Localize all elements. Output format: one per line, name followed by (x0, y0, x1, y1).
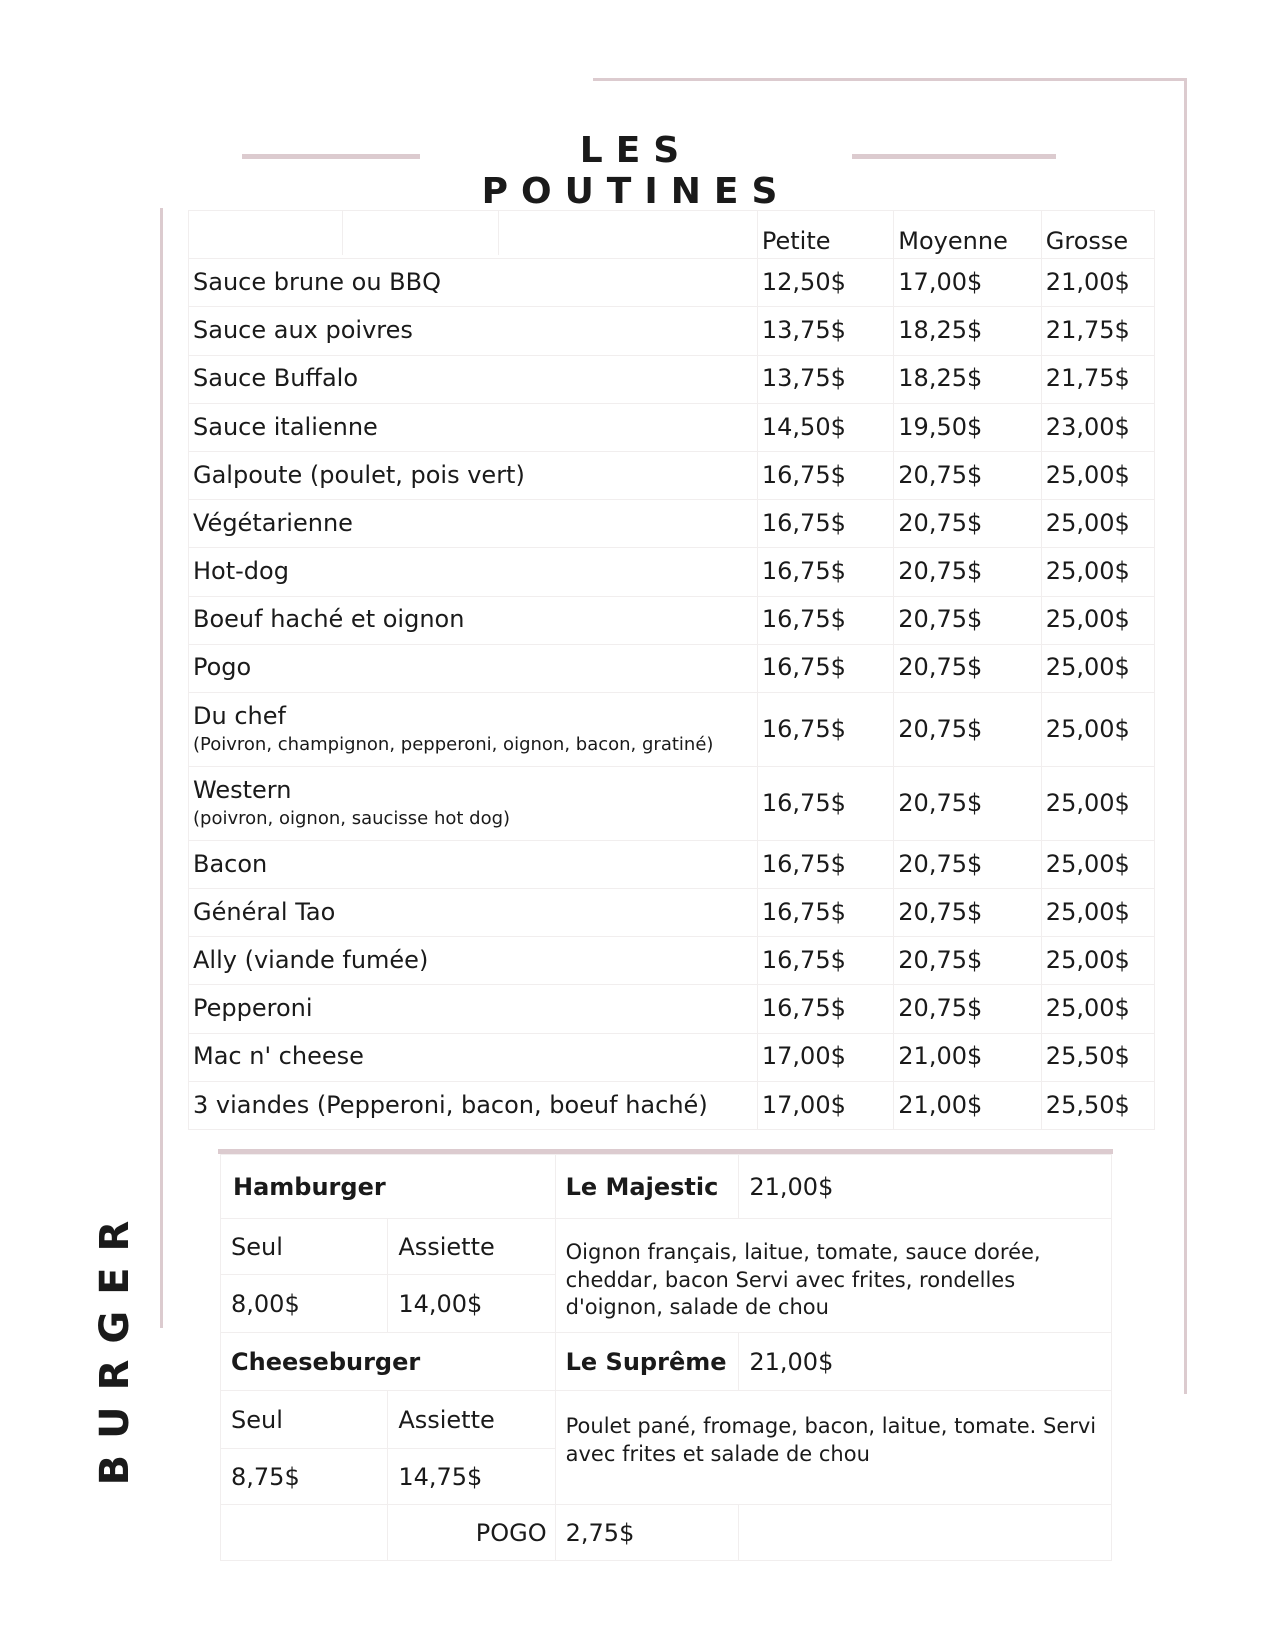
cheeseburger-heading-row (221, 1333, 1112, 1391)
item-name-cell (189, 403, 758, 451)
item-name-cell (189, 889, 758, 937)
price-grosse: 21,00$ (1041, 259, 1154, 307)
price-grosse: 25,50$ (1041, 1033, 1154, 1081)
table-row (189, 766, 1155, 840)
price-moyenne: 20,75$ (894, 451, 1042, 499)
item-name-cell (189, 355, 758, 403)
hamburger-seul-price: 8,00$ (221, 1275, 388, 1333)
item-name: Western (193, 776, 292, 805)
header-empty-cell (189, 211, 758, 259)
item-name: Bacon (193, 849, 268, 878)
table-row (189, 644, 1155, 692)
price-petite: 16,75$ (757, 985, 893, 1033)
price-moyenne: 20,75$ (894, 889, 1042, 937)
item-name: Sauce Buffalo (193, 364, 359, 393)
price-grosse: 23,00$ (1041, 403, 1154, 451)
item-name-cell (189, 937, 758, 985)
table-row (189, 500, 1155, 548)
price-moyenne: 21,00$ (894, 1081, 1042, 1129)
price-moyenne: 20,75$ (894, 500, 1042, 548)
price-petite: 16,75$ (757, 937, 893, 985)
item-name: Ally (viande fumée) (193, 946, 429, 975)
hamburger-seul-label: Seul (221, 1219, 388, 1275)
table-row (189, 403, 1155, 451)
column-header-petite: Petite (757, 211, 893, 259)
item-name: Du chef (193, 702, 286, 731)
price-petite: 16,75$ (757, 840, 893, 888)
price-moyenne: 20,75$ (894, 766, 1042, 840)
item-name-cell (189, 596, 758, 644)
column-header-grosse: Grosse (1041, 211, 1154, 259)
price-petite: 16,75$ (757, 451, 893, 499)
title-rule-right (852, 154, 1056, 159)
table-row (189, 840, 1155, 888)
title-rule-left (242, 154, 420, 159)
cheeseburger-assiette-label: Assiette (388, 1391, 555, 1449)
price-moyenne: 19,50$ (894, 403, 1042, 451)
price-grosse: 25,00$ (1041, 692, 1154, 766)
item-name-cell (189, 259, 758, 307)
price-petite: 16,75$ (757, 596, 893, 644)
table-row (189, 307, 1155, 355)
price-petite: 17,00$ (757, 1033, 893, 1081)
item-name-cell (189, 985, 758, 1033)
item-name: Hot-dog (193, 557, 289, 586)
table-header-row (189, 211, 1155, 259)
price-moyenne: 20,75$ (894, 840, 1042, 888)
supreme-name: Le Suprême (555, 1333, 739, 1391)
item-name-cell (189, 840, 758, 888)
table-row (189, 451, 1155, 499)
cheeseburger-assiette-price: 14,75$ (388, 1449, 555, 1505)
price-grosse: 25,00$ (1041, 644, 1154, 692)
table-row (189, 548, 1155, 596)
pogo-blank-cell (739, 1505, 1112, 1561)
item-name-cell (189, 307, 758, 355)
table-row (189, 259, 1155, 307)
price-petite: 13,75$ (757, 355, 893, 403)
majestic-description: Oignon français, laitue, tomate, sauce dorée, cheddar, bacon Servi avec frites, rondelles d'oignon, salade de chou (555, 1219, 1111, 1333)
price-petite: 16,75$ (757, 500, 893, 548)
item-name: Sauce brune ou BBQ (193, 267, 442, 296)
item-name-cell (189, 766, 758, 840)
table-row (189, 937, 1155, 985)
item-description: (Poivron, champignon, pepperoni, oignon, bacon, gratiné) (193, 733, 714, 755)
price-petite: 16,75$ (757, 692, 893, 766)
price-moyenne: 20,75$ (894, 548, 1042, 596)
table-row (189, 596, 1155, 644)
table-row (189, 985, 1155, 1033)
price-moyenne: 20,75$ (894, 644, 1042, 692)
hamburger-assiette-price: 14,00$ (388, 1275, 555, 1333)
price-petite: 17,00$ (757, 1081, 893, 1129)
burger-vertical-text: BURGER (92, 1204, 138, 1486)
price-moyenne: 20,75$ (894, 985, 1042, 1033)
item-name-cell (189, 500, 758, 548)
frame-right-line (1184, 78, 1187, 1394)
price-petite: 14,50$ (757, 403, 893, 451)
hamburger-name: Hamburger (221, 1155, 556, 1219)
item-name-cell (189, 548, 758, 596)
table-row (189, 692, 1155, 766)
price-grosse: 25,00$ (1041, 596, 1154, 644)
item-name: Général Tao (193, 897, 336, 926)
item-name: Mac n' cheese (193, 1042, 364, 1071)
price-grosse: 25,00$ (1041, 548, 1154, 596)
hamburger-labels-row (221, 1219, 1112, 1275)
left-vertical-rule (160, 208, 163, 1328)
cheeseburger-name: Cheeseburger (221, 1333, 556, 1391)
cheeseburger-seul-label: Seul (221, 1391, 388, 1449)
price-moyenne: 20,75$ (894, 692, 1042, 766)
majestic-name: Le Majestic (555, 1155, 739, 1219)
table-row (189, 889, 1155, 937)
item-name-cell (189, 1033, 758, 1081)
table-row (189, 1081, 1155, 1129)
price-grosse: 25,00$ (1041, 500, 1154, 548)
item-name-cell (189, 1081, 758, 1129)
pogo-row (221, 1505, 1112, 1561)
item-name: Pogo (193, 653, 252, 682)
price-moyenne: 18,25$ (894, 307, 1042, 355)
table-row (189, 1033, 1155, 1081)
price-grosse: 25,00$ (1041, 985, 1154, 1033)
item-name-cell (189, 451, 758, 499)
price-petite: 12,50$ (757, 259, 893, 307)
majestic-price: 21,00$ (739, 1155, 1112, 1219)
price-grosse: 25,00$ (1041, 889, 1154, 937)
price-petite: 16,75$ (757, 644, 893, 692)
price-grosse: 25,00$ (1041, 766, 1154, 840)
poutine-price-table (188, 210, 1155, 1130)
column-header-moyenne: Moyenne (894, 211, 1042, 259)
item-name-cell (189, 692, 758, 766)
price-petite: 13,75$ (757, 307, 893, 355)
price-moyenne: 20,75$ (894, 596, 1042, 644)
supreme-price: 21,00$ (739, 1333, 1112, 1391)
price-moyenne: 18,25$ (894, 355, 1042, 403)
item-name: Galpoute (poulet, pois vert) (193, 460, 525, 489)
supreme-description: Poulet pané, fromage, bacon, laitue, tomate. Servi avec frites et salade de chou (555, 1391, 1111, 1505)
pogo-empty-cell (221, 1505, 388, 1561)
burger-table (220, 1154, 1112, 1561)
cheeseburger-seul-price: 8,75$ (221, 1449, 388, 1505)
item-name: Sauce aux poivres (193, 316, 413, 345)
frame-top-line (593, 78, 1187, 81)
price-grosse: 25,00$ (1041, 840, 1154, 888)
price-moyenne: 21,00$ (894, 1033, 1042, 1081)
price-petite: 16,75$ (757, 548, 893, 596)
price-grosse: 25,00$ (1041, 937, 1154, 985)
item-name: Végétarienne (193, 508, 353, 537)
price-moyenne: 17,00$ (894, 259, 1042, 307)
table-row (189, 355, 1155, 403)
price-grosse: 25,00$ (1041, 451, 1154, 499)
price-petite: 16,75$ (757, 766, 893, 840)
price-petite: 16,75$ (757, 889, 893, 937)
pogo-name: POGO (388, 1505, 555, 1561)
burger-row-headings (221, 1155, 1112, 1219)
page-title: LES POUTINES (481, 130, 791, 212)
item-name: 3 viandes (Pepperoni, bacon, boeuf haché) (193, 1090, 708, 1119)
price-grosse: 25,50$ (1041, 1081, 1154, 1129)
cheeseburger-labels-row (221, 1391, 1112, 1449)
pogo-price: 2,75$ (555, 1505, 739, 1561)
price-moyenne: 20,75$ (894, 937, 1042, 985)
item-name: Sauce italienne (193, 412, 378, 441)
item-name-cell (189, 644, 758, 692)
price-grosse: 21,75$ (1041, 307, 1154, 355)
item-name: Pepperoni (193, 994, 313, 1023)
item-name: Boeuf haché et oignon (193, 605, 465, 634)
hamburger-assiette-label: Assiette (388, 1219, 555, 1275)
price-grosse: 21,75$ (1041, 355, 1154, 403)
item-description: (poivron, oignon, saucisse hot dog) (193, 807, 511, 829)
